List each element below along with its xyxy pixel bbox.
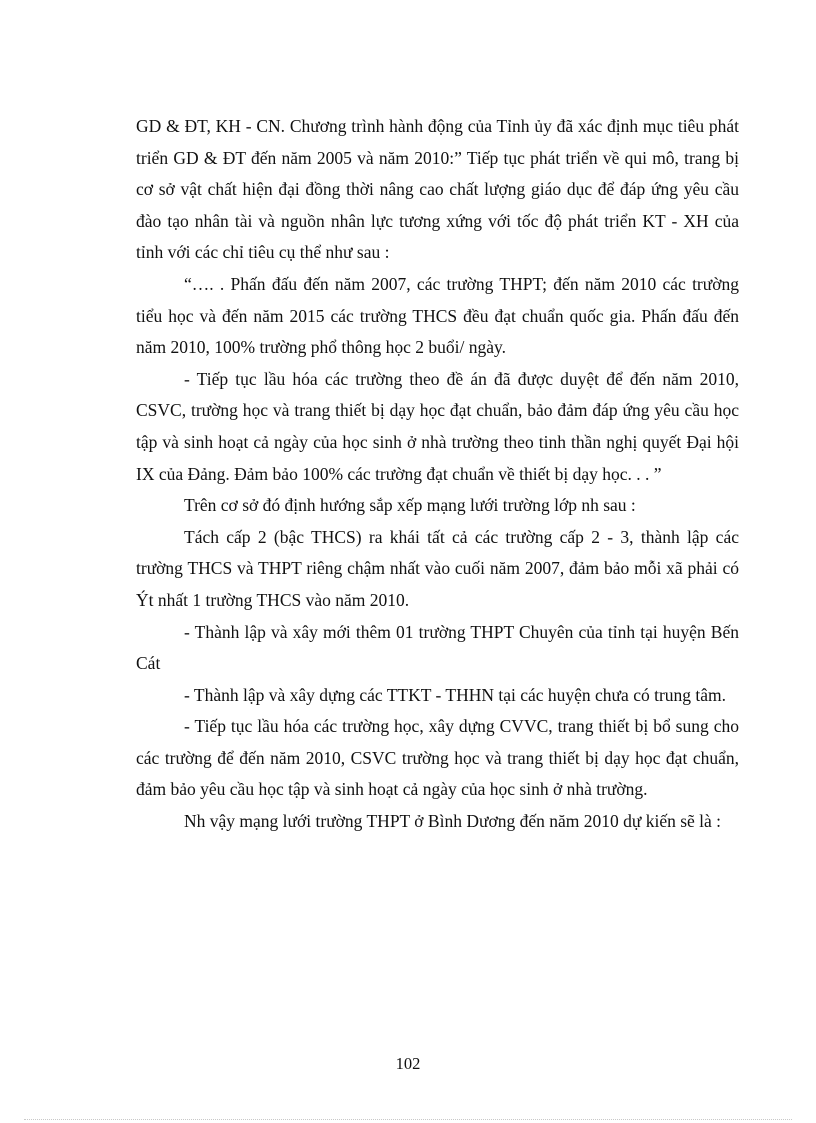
paragraph-network-conclusion: Nh vậy mạng lưới trường THPT ở Bình Dương đến năm 2010 dự kiến sẽ là : (184, 811, 722, 832)
paragraph-specialized-school: - Thành lập và xây mới thêm 01 trường THPT Chuyên của tỉnh tại huyện Bến Cát (136, 621, 739, 674)
paragraph-centers: - Thành lập và xây dựng các TTKT - THHN tại các huyện chưa có trung tâm. (184, 684, 727, 705)
paragraph-quote-standards: “…. . Phấn đấu đến năm 2007, các trường THPT; đến năm 2010 các trường tiểu học và đến năm 2015 các trường THCS đều đạt chuẩn quốc gia. Phấn đấu đến năm 2010, 100% trường phổ thông học 2 buổi/ ngày. (136, 273, 739, 358)
paragraph-upgrade-schools: - Tiếp tục lầu hóa các trường học, xây dựng CVVC, trang thiết bị bổ sung cho các trường để đến năm 2010, CSVC trường học và trang thiết bị dạy học đạt chuẩn, đảm bảo yêu cầu học tập và sinh hoạt cả ngày của học sinh ở nhà trường. (136, 716, 739, 800)
paragraph-separate-levels: Tách cấp 2 (bậc THCS) ra khái tất cả các trường cấp 2 - 3, thành lập các trường THCS và THPT riêng chậm nhất vào cuối năm 2007, đảm bảo mỗi xã phải có Ýt nhất 1 trường THCS vào năm 2010. (136, 526, 739, 610)
footer-divider (24, 1119, 792, 1120)
paragraph-goals-intro: GD & ĐT, KH - CN. Chương trình hành động của Tỉnh ủy đã xác định mục tiêu phát triển GD & ĐT đến năm 2005 và năm 2010:” Tiếp tục phát triển về qui mô, trang bị cơ sở vật chất hiện đại đồng thời nâng cao chất lượng giáo dục để đáp ứng yêu cầu đào tạo nhân tài và nguồn nhân lực tương xứng với tốc độ phát triển KT - XH của tỉnh với các chỉ tiêu cụ thể như sau : (136, 116, 739, 263)
page-number: 102 (395, 1054, 421, 1073)
body-text (136, 111, 739, 838)
paragraph-network-orientation: Trên cơ sở đó định hướng sắp xếp mạng lưới trường lớp nh sau : (184, 495, 636, 516)
paragraph-quote-facilities: - Tiếp tục lầu hóa các trường theo đề án đã được duyệt để đến năm 2010, CSVC, trường học và trang thiết bị dạy học đạt chuẩn, bảo đảm đáp ứng yêu cầu học tập và sinh hoạt cả ngày của học sinh ở nhà trường theo tinh thần nghị quyết Đại hội IX của Đảng. Đảm bảo 100% các trường đạt chuẩn về thiết bị dạy học. . . ” (136, 368, 739, 484)
